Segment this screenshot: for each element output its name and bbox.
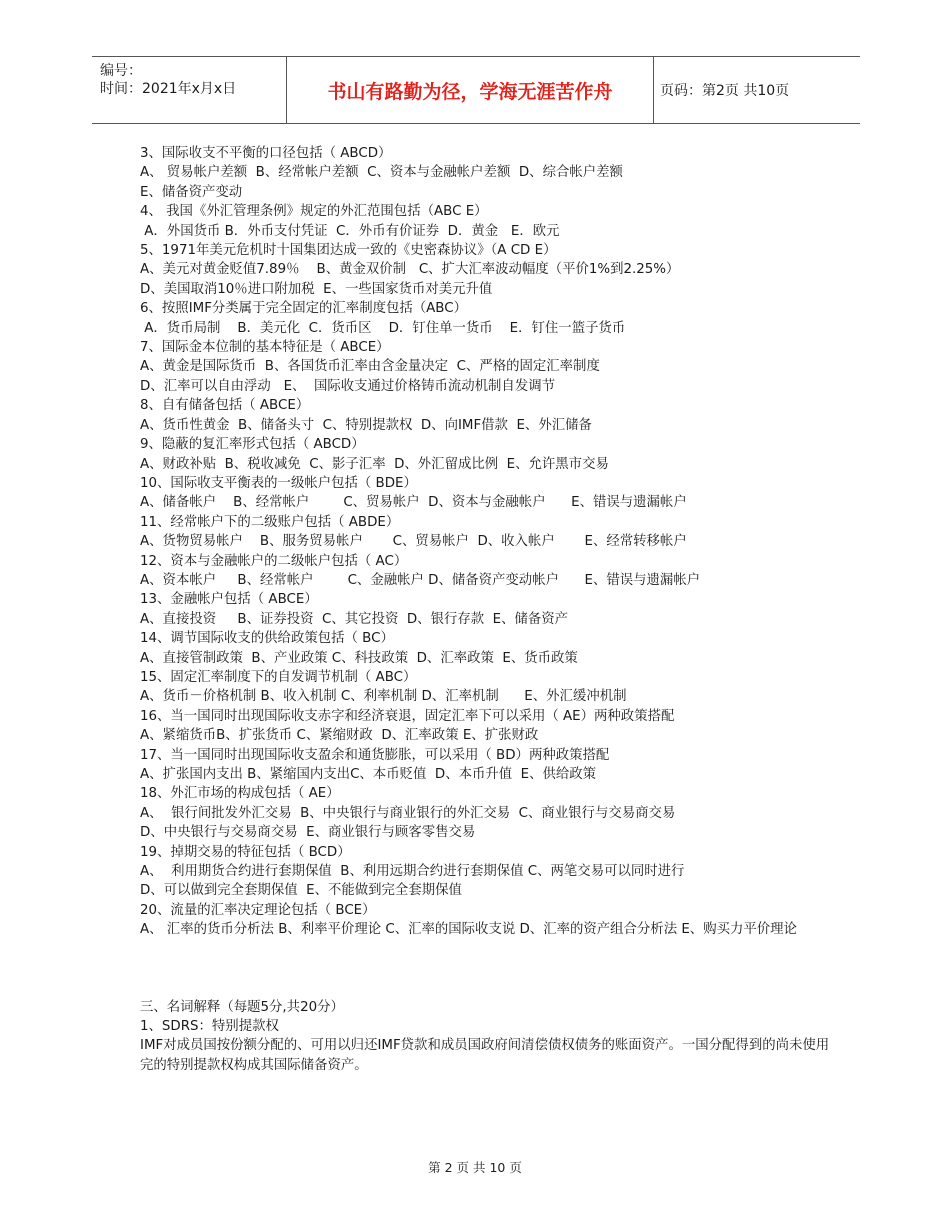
- question-line: A、货币性黄金 B、储备头寸 C、特别提款权 D、向IMF借款 E、外汇储备: [140, 417, 592, 433]
- question-line: 7、国际金本位制的基本特征是（ ABCE）: [140, 340, 390, 356]
- question-line: 4、 我国《外汇管理条例》规定的外汇范围包括（ABC E）: [140, 204, 488, 220]
- q20-options: A、 汇率的货币分析法 B、利率平价理论 C、汇率的国际收支说 D、汇率的资产组合分析法 E、购买力平价理论: [140, 922, 797, 938]
- document-body: [140, 144, 830, 1075]
- question-line: 14、调节国际收支的供给政策包括（ BC）: [140, 631, 394, 647]
- question-line: A、直接投资 B、证券投资 C、其它投资 D、银行存款 E、储备资产: [140, 611, 569, 627]
- question-line: 9、隐蔽的复汇率形式包括（ ABCD）: [140, 437, 365, 453]
- question-line: 10、国际收支平衡表的一级帐户包括（ BDE）: [140, 475, 417, 491]
- question-line: A、 利用期货合约进行套期保值 B、利用远期合约进行套期保值 C、两笔交易可以同时进行: [140, 864, 685, 880]
- serial-label: 编号：: [100, 63, 142, 79]
- question-line: E、储备资产变动: [140, 184, 243, 200]
- question-line: 5、1971年美元危机时十国集团达成一致的《史密森协议》（A CD E）: [140, 243, 557, 259]
- question-line: 8、自有储备包括（ ABCE）: [140, 398, 310, 414]
- question-line: A、财政补贴 B、税收减免 C、影子汇率 D、外汇留成比例 E、允许黑市交易: [140, 456, 609, 472]
- question-line: A、储备帐户 B、经常帐户 C、贸易帐户 D、资本与金融帐户 E、错误与遗漏帐户: [140, 495, 687, 511]
- question-line: 16、当一国同时出现国际收支赤字和经济衰退，固定汇率下可以采用（ AE）两种政策搭配: [140, 708, 675, 724]
- question-line: A、资本帐户 B、经常帐户 C、金融帐户 D、储备资产变动帐户 E、错误与遗漏帐户: [140, 572, 701, 588]
- term-definition: IMF对成员国按份额分配的、可用以归还IMF贷款和成员国政府间清偿债权债务的账面资产。一国分配得到的尚未使用完的特别提款权构成其国际储备资产。: [140, 1038, 830, 1073]
- question-line: A、黄金是国际货币 B、各国货币汇率由含金量决定 C、严格的固定汇率制度: [140, 359, 600, 375]
- page-indicator: 页码：第2页 共10页: [660, 83, 790, 99]
- question-line: D、汇率可以自由浮动 E、 国际收支通过价格铸币流动机制自发调节: [140, 378, 555, 394]
- question-line: A、 贸易帐户差额 B、经常帐户差额 C、资本与金融帐户差额 D、综合帐户差额: [140, 165, 623, 181]
- page-header: [92, 56, 860, 124]
- page-footer: 第 2 页 共 10 页: [428, 1160, 522, 1175]
- time-label: 时间：2021年x月x日: [100, 81, 237, 97]
- question-line: D、中央银行与交易商交易 E、商业银行与顾客零售交易: [140, 825, 476, 841]
- question-line: 20、流量的汇率决定理论包括（ BCE）: [140, 902, 376, 918]
- question-line: A、直接管制政策 B、产业政策 C、科技政策 D、汇率政策 E、货币政策: [140, 650, 578, 666]
- question-line: 3、国际收支不平衡的口径包括（ ABCD）: [140, 146, 392, 161]
- section-heading: 三、名词解释（每题5分,共20分）: [140, 999, 344, 1015]
- question-line: 15、固定汇率制度下的自发调节机制（ ABC）: [140, 669, 417, 685]
- header-motto: 书山有路勤为径，学海无涯苦作舟: [286, 57, 654, 123]
- question-line: 12、资本与金融帐户的二级帐户包括（ AC）: [140, 553, 408, 569]
- question-line: D、可以做到完全套期保值 E、不能做到完全套期保值: [140, 883, 462, 899]
- question-line: A、紧缩货币B、扩张货币 C、紧缩财政 D、汇率政策 E、扩张财政: [140, 728, 539, 744]
- question-line: 17、当一国同时出现国际收支盈余和通货膨胀，可以采用（ BD）两种政策搭配: [140, 747, 610, 763]
- term-title: 1、SDRS：特别提款权: [140, 1019, 279, 1035]
- question-line: A、货物贸易帐户 B、服务贸易帐户 C、贸易帐户 D、收入帐户 E、经常转移帐户: [140, 534, 687, 550]
- question-line: 6、按照IMF分类属于完全固定的汇率制度包括（ABC）: [140, 301, 467, 317]
- question-line: A．货币局制 B．美元化 C．货币区 D．钉住单一货币 E．钉住一篮子货币: [140, 320, 626, 336]
- question-line: 11、经常帐户下的二级账户包括（ ABDE）: [140, 514, 400, 530]
- header-meta: [100, 62, 280, 98]
- question-line: D、美国取消10％进口附加税 E、一些国家货币对美元升值: [140, 281, 493, 297]
- question-line: A．外国货币 B．外币支付凭证 C．外币有价证券 D．黄金 E．欧元: [140, 223, 560, 239]
- question-line: A、扩张国内支出 B、紧缩国内支出C、本币贬值 D、本币升值 E、供给政策: [140, 767, 597, 782]
- question-line: A、美元对黄金贬值7.89％ B、黄金双价制 C、扩大汇率波动幅度（平价1%到2.25%）: [140, 262, 680, 278]
- question-line: 13、金融帐户包括（ ABCE）: [140, 592, 318, 608]
- question-line: A、 银行间批发外汇交易 B、中央银行与商业银行的外汇交易 C、商业银行与交易商交易: [140, 805, 676, 821]
- section-gap: [140, 940, 830, 998]
- question-line: 19、掉期交易的特征包括（ BCD）: [140, 844, 351, 860]
- question-list: [140, 144, 830, 920]
- question-line: A、货币－价格机制 B、收入机制 C、利率机制 D、汇率机制 E、外汇缓冲机制: [140, 689, 627, 705]
- question-line: 18、外汇市场的构成包括（ AE）: [140, 786, 340, 802]
